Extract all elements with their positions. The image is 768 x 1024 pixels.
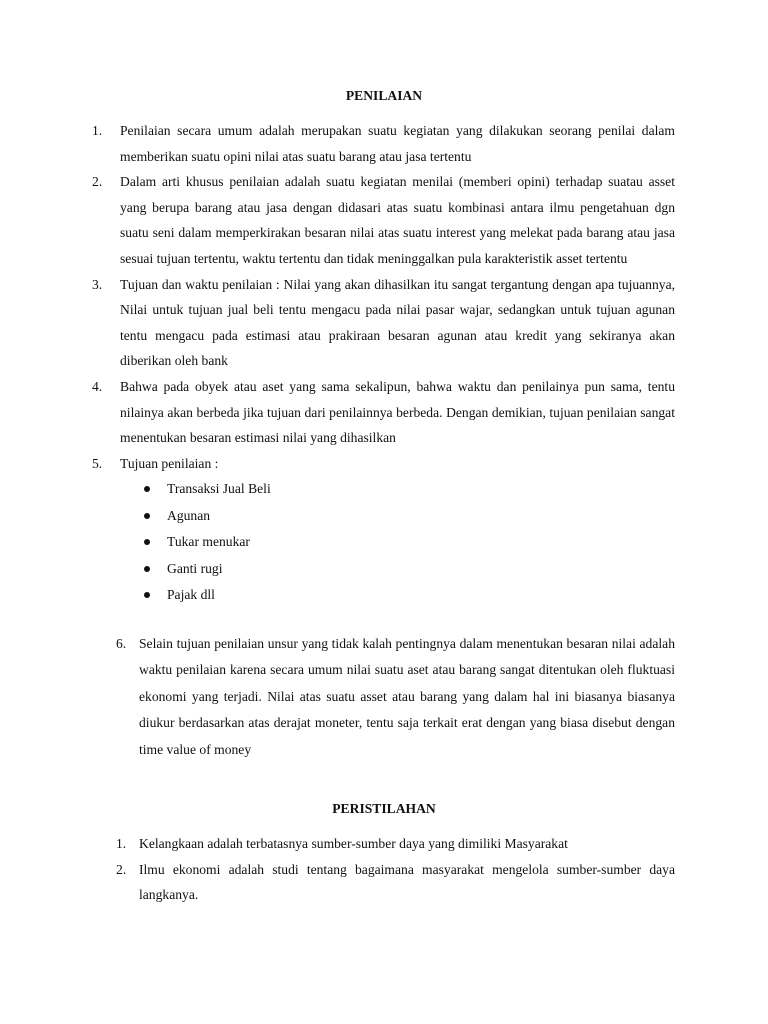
list-item <box>0 831 768 857</box>
list-item-text: Ilmu ekonomi adalah studi tentang bagaimana masyarakat mengelola sumber-sumber daya langkanya. <box>139 861 675 903</box>
list-item <box>0 451 768 609</box>
bullet-icon <box>144 566 150 572</box>
list-item-text: Penilaian secara umum adalah merupakan suatu kegiatan yang dilakukan seorang penilai dalam memberikan suatu opini nilai atas suatu barang atau jasa tertentu <box>120 123 675 164</box>
bullet-icon <box>144 539 150 545</box>
list-item-text: Dalam arti khusus penilaian adalah suatu kegiatan menilai (memberi opini) terhadap suatau asset yang berupa barang atau jasa dengan didasari atas suatu kombinasi antara ilmu pengetahuan dgn suatu seni dalam memperkirakan besaran nilai atas suatu interest yang melekat pada barang atau jasa sesuai tujuan tertentu, waktu tertentu dan tidak meninggalkan pula karakteristik asset tertentu <box>120 174 675 266</box>
section-title-penilaian: PENILAIAN <box>345 88 423 103</box>
list-number: 4. <box>92 378 103 394</box>
list-number: 2. <box>92 174 103 190</box>
bullet-item <box>120 476 675 502</box>
penilaian-list <box>0 118 768 608</box>
list-item-text: Tujuan dan waktu penilaian : Nilai yang akan dihasilkan itu sangat tergantung dengan apa tujuannya, Nilai untuk tujuan jual beli tentu mengacu pada nilai pasar wajar, sedangkan untuk tujuan agunan tentu mengacu pada estimasi atau prakiraan besaran agunan atau kredit yang sekiranya akan diberikan oleh bank <box>120 276 675 369</box>
bullet-icon <box>144 513 150 519</box>
bullet-icon <box>144 592 150 598</box>
bullet-item <box>120 582 675 608</box>
list-item <box>0 272 768 374</box>
bullet-text: Pajak dll <box>167 586 215 602</box>
bullet-text: Agunan <box>167 507 211 523</box>
tujuan-bullet-list <box>120 476 675 608</box>
list-number: 1. <box>92 123 103 138</box>
list-item <box>0 374 768 451</box>
list-number: 2. <box>116 861 127 877</box>
list-item-text: Selain tujuan penilaian unsur yang tidak kalah pentingnya dalam menentukan besaran nilai adalah waktu penilaian karena secara umum nilai suatu aset atau barang sangat ditentukan oleh fluktuasi ekonomi yang terjadi. Nilai atas suatu asset atau barang yang dalam hal ini biasanya biasanya diukur berdasarkan atas derajat moneter, tentu saja terkait erat dengan yang biasa disebut dengan time value of money <box>139 636 675 757</box>
list-item <box>0 169 768 271</box>
bullet-item <box>120 556 675 582</box>
bullet-item <box>120 503 675 529</box>
list-number: 3. <box>92 276 103 292</box>
list-item-text: Kelangkaan adalah terbatasnya sumber-sumber daya yang dimiliki Masyarakat <box>139 836 568 851</box>
list-item <box>0 118 768 169</box>
list-item <box>0 631 768 763</box>
bullet-text: Transaksi Jual Beli <box>167 481 271 497</box>
list-item <box>0 857 768 908</box>
list-number: 5. <box>92 455 103 471</box>
list-number: 1. <box>116 836 127 851</box>
peristilahan-list <box>0 831 768 908</box>
section-title-peristilahan: PERISTILAHAN <box>332 801 436 816</box>
bullet-text: Tukar menukar <box>167 534 250 550</box>
penilaian-list-continued <box>0 631 768 763</box>
list-item-text: Tujuan penilaian : <box>120 455 219 471</box>
bullet-icon <box>144 486 150 492</box>
list-number: 6. <box>116 636 127 651</box>
bullet-text: Ganti rugi <box>167 560 223 576</box>
list-item-text: Bahwa pada obyek atau aset yang sama sekalipun, bahwa waktu dan penilainya pun sama, tentu nilainya akan berbeda jika tujuan dari penilainnya berbeda. Dengan demikian, tujuan penilaian sangat menentukan besaran estimasi nilai yang dihasilkan <box>120 378 675 446</box>
bullet-item <box>120 529 675 555</box>
